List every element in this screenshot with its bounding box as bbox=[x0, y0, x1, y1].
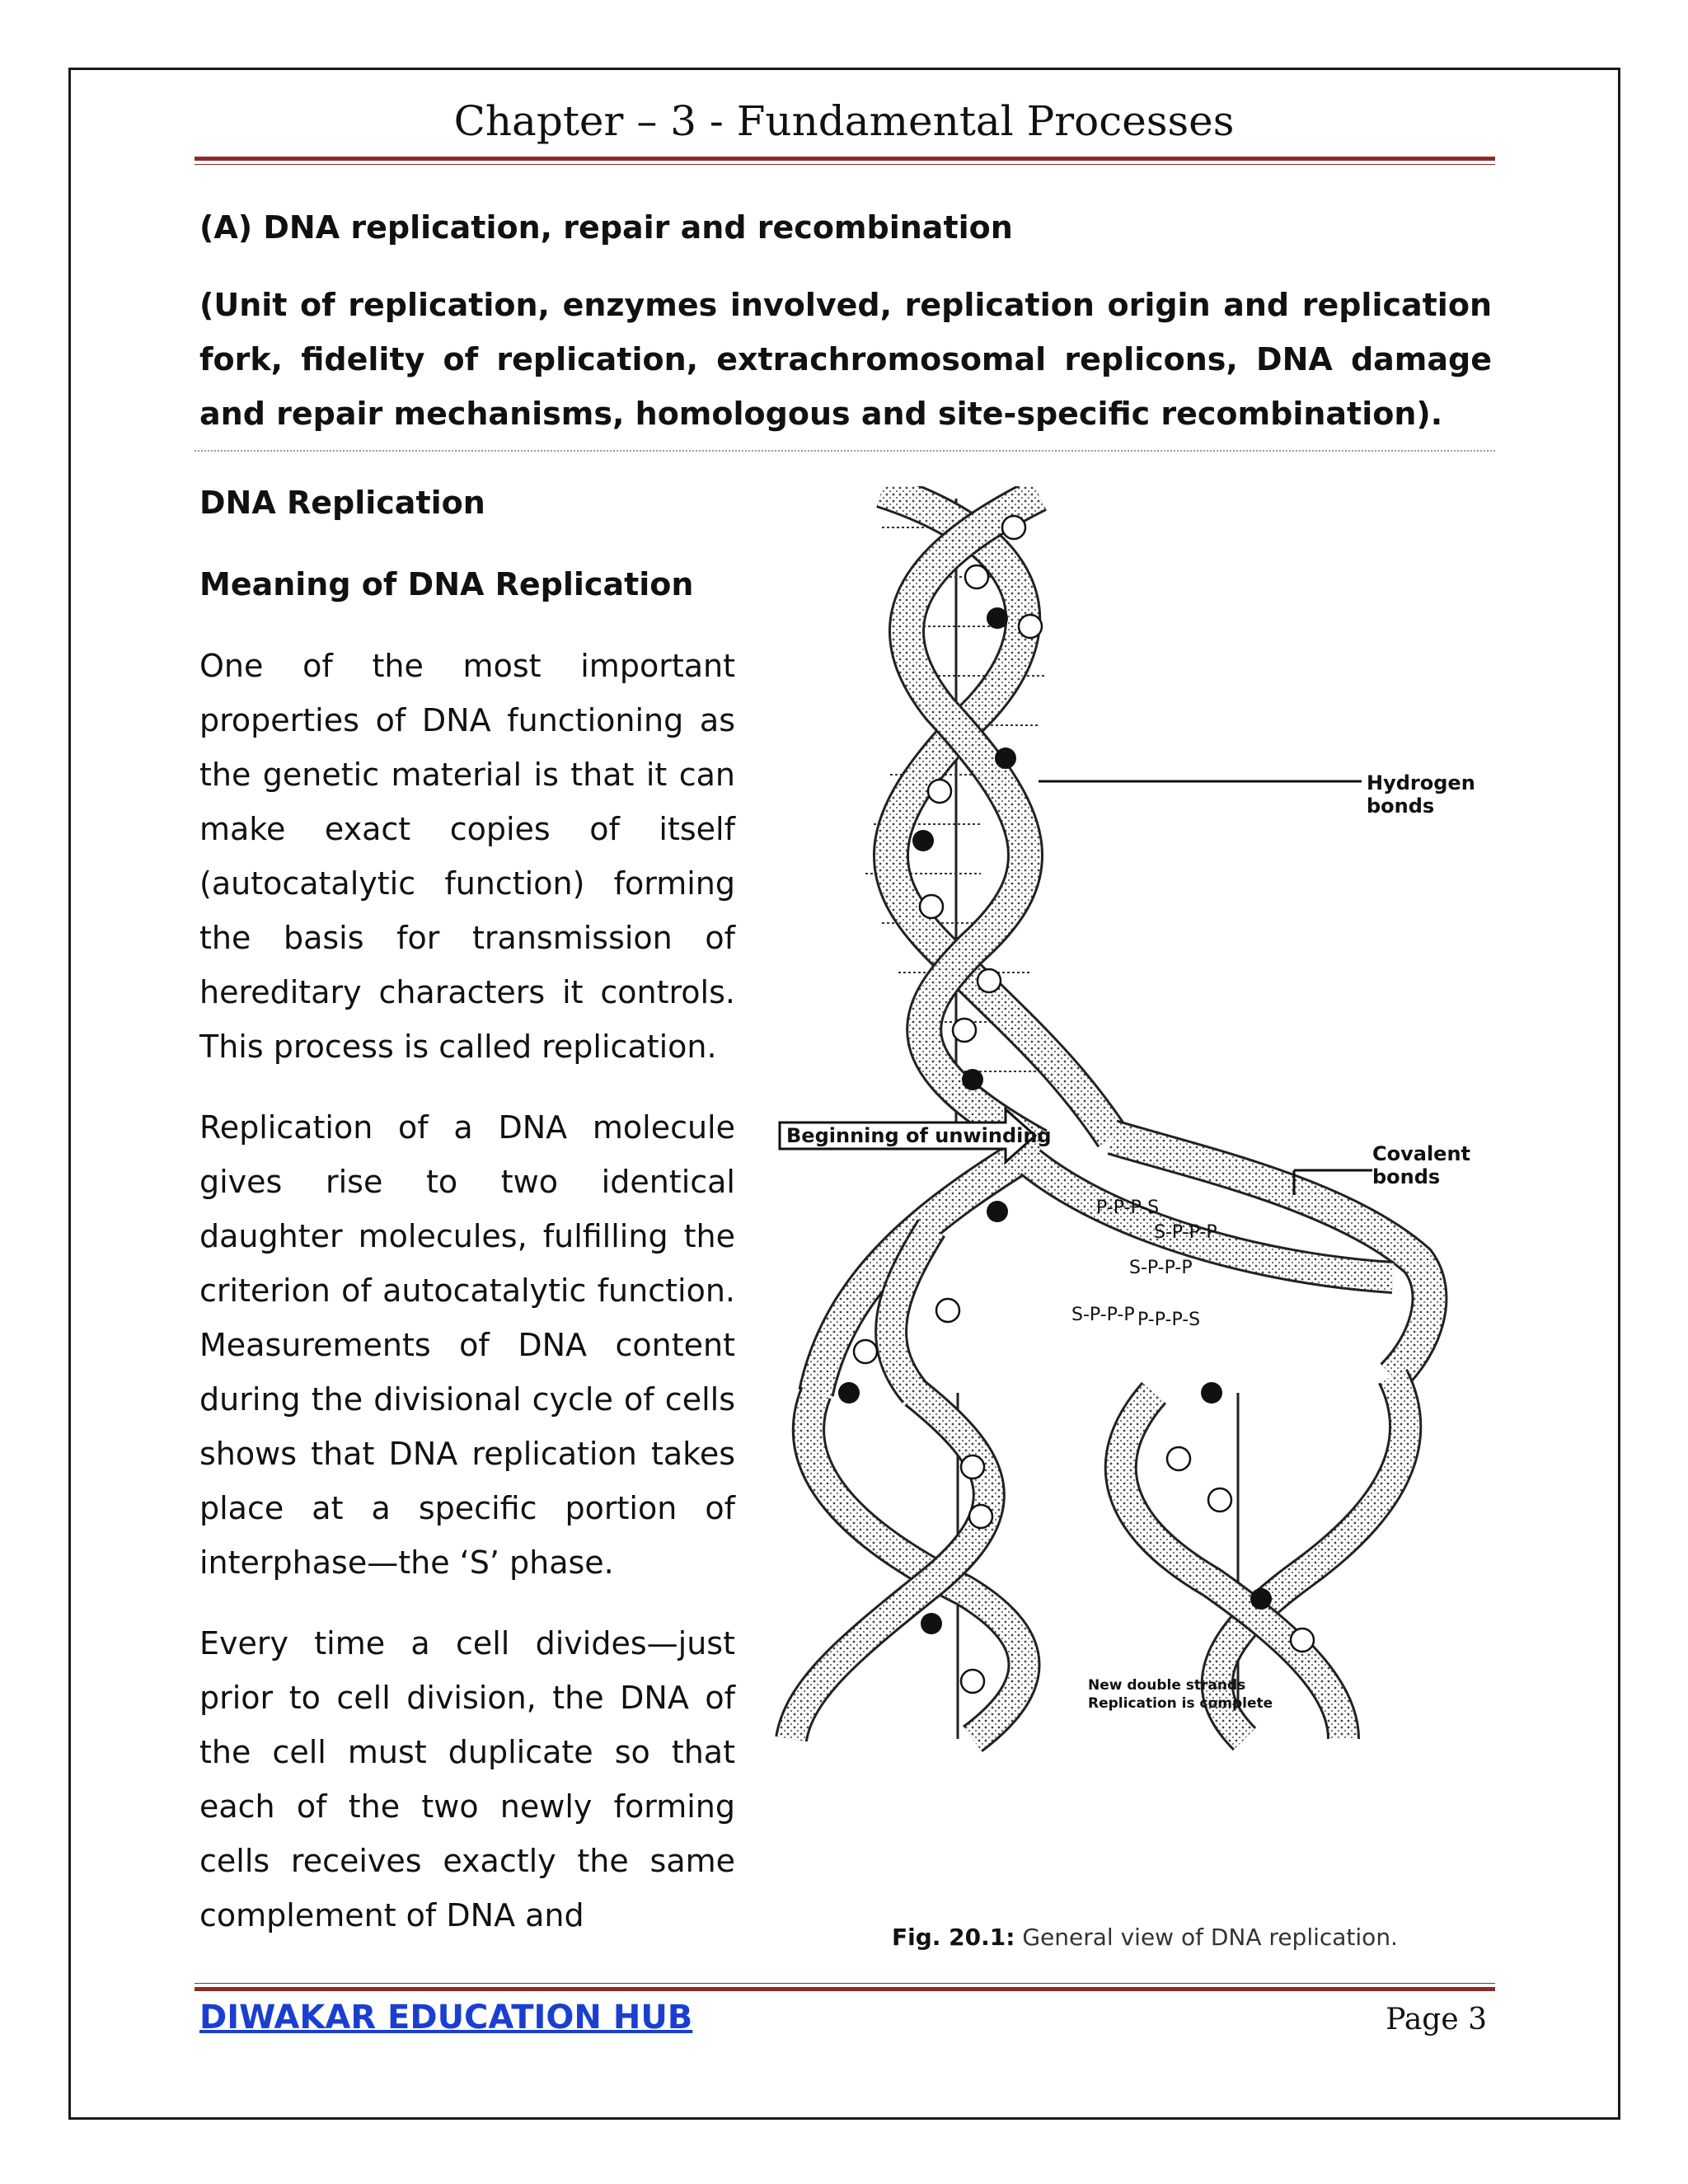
caption-number: Fig. 20.1: bbox=[892, 1924, 1015, 1951]
svg-text:P-P-P-S: P-P-P-S bbox=[1096, 1197, 1160, 1218]
figure-caption bbox=[892, 1924, 1398, 1951]
heading-dna-replication: DNA Replication bbox=[199, 485, 485, 521]
section-heading: (A) DNA replication, repair and recombination bbox=[199, 209, 1013, 246]
svg-text:S-P-P-P: S-P-P-P bbox=[1129, 1258, 1193, 1278]
svg-text:S-P-P-P: S-P-P-P bbox=[1071, 1305, 1135, 1325]
footer-rule-thin bbox=[195, 1983, 1495, 1984]
label-covalent-bonds-2: bonds bbox=[1372, 1165, 1441, 1188]
paragraph-2: Replication of a DNA molecule gives rise to two identical daughter molecules, fulfilling the criterion of autocatalytic function. Measurements of DNA content during the divisional cycle of cells shows that DNA replication takes place at a specific portion of interphase—the ‘S’ phase. bbox=[199, 1109, 735, 1581]
label-hydrogen-bonds-1: Hydrogen bbox=[1367, 771, 1475, 794]
svg-text:P-P-P-S: P-P-P-S bbox=[1137, 1310, 1201, 1330]
paragraph-1: One of the most important properties of DNA functioning as the genetic material is that it can make exact copies of itself (autocatalytic function) forming the basis for transmission of hereditary characters it controls. This process is called replication. bbox=[199, 648, 735, 1065]
page-number: Page 3 bbox=[1386, 2003, 1487, 2036]
label-covalent-bonds-1: Covalent bbox=[1372, 1142, 1471, 1165]
caption-text: General view of DNA replication. bbox=[1022, 1924, 1398, 1951]
footer-brand-link[interactable]: DIWAKAR EDUCATION HUB bbox=[199, 1999, 693, 2036]
label-hydrogen-bonds-2: bonds bbox=[1367, 794, 1435, 818]
svg-text:S-P-P-P: S-P-P-P bbox=[1154, 1222, 1217, 1243]
heading-meaning: Meaning of DNA Replication bbox=[199, 566, 694, 602]
paragraph-3: Every time a cell divides—just prior to cell division, the DNA of the cell must duplicate so that each of the two newly forming cells receives exactly the same complement of DNA and bbox=[199, 1625, 735, 1933]
page-title: Chapter – 3 - Fundamental Processes bbox=[453, 97, 1235, 145]
header-rule-thin bbox=[195, 164, 1495, 165]
section-divider bbox=[195, 450, 1495, 452]
header-rule bbox=[195, 157, 1495, 161]
dna-replication-figure bbox=[767, 486, 1492, 1887]
label-unwinding: Beginning of unwinding bbox=[786, 1124, 1052, 1147]
label-new-strands-2: Replication is complete bbox=[1088, 1695, 1273, 1712]
label-new-strands-1: New double strands bbox=[1088, 1677, 1246, 1694]
footer-rule bbox=[195, 1987, 1495, 1991]
section-subtopics: (Unit of replication, enzymes involved, replication origin and replication fork, fidelity of replication, extrachromosomal replicons, DNA damage and repair mechanisms, homologous and site-specific recombination). bbox=[199, 287, 1492, 432]
